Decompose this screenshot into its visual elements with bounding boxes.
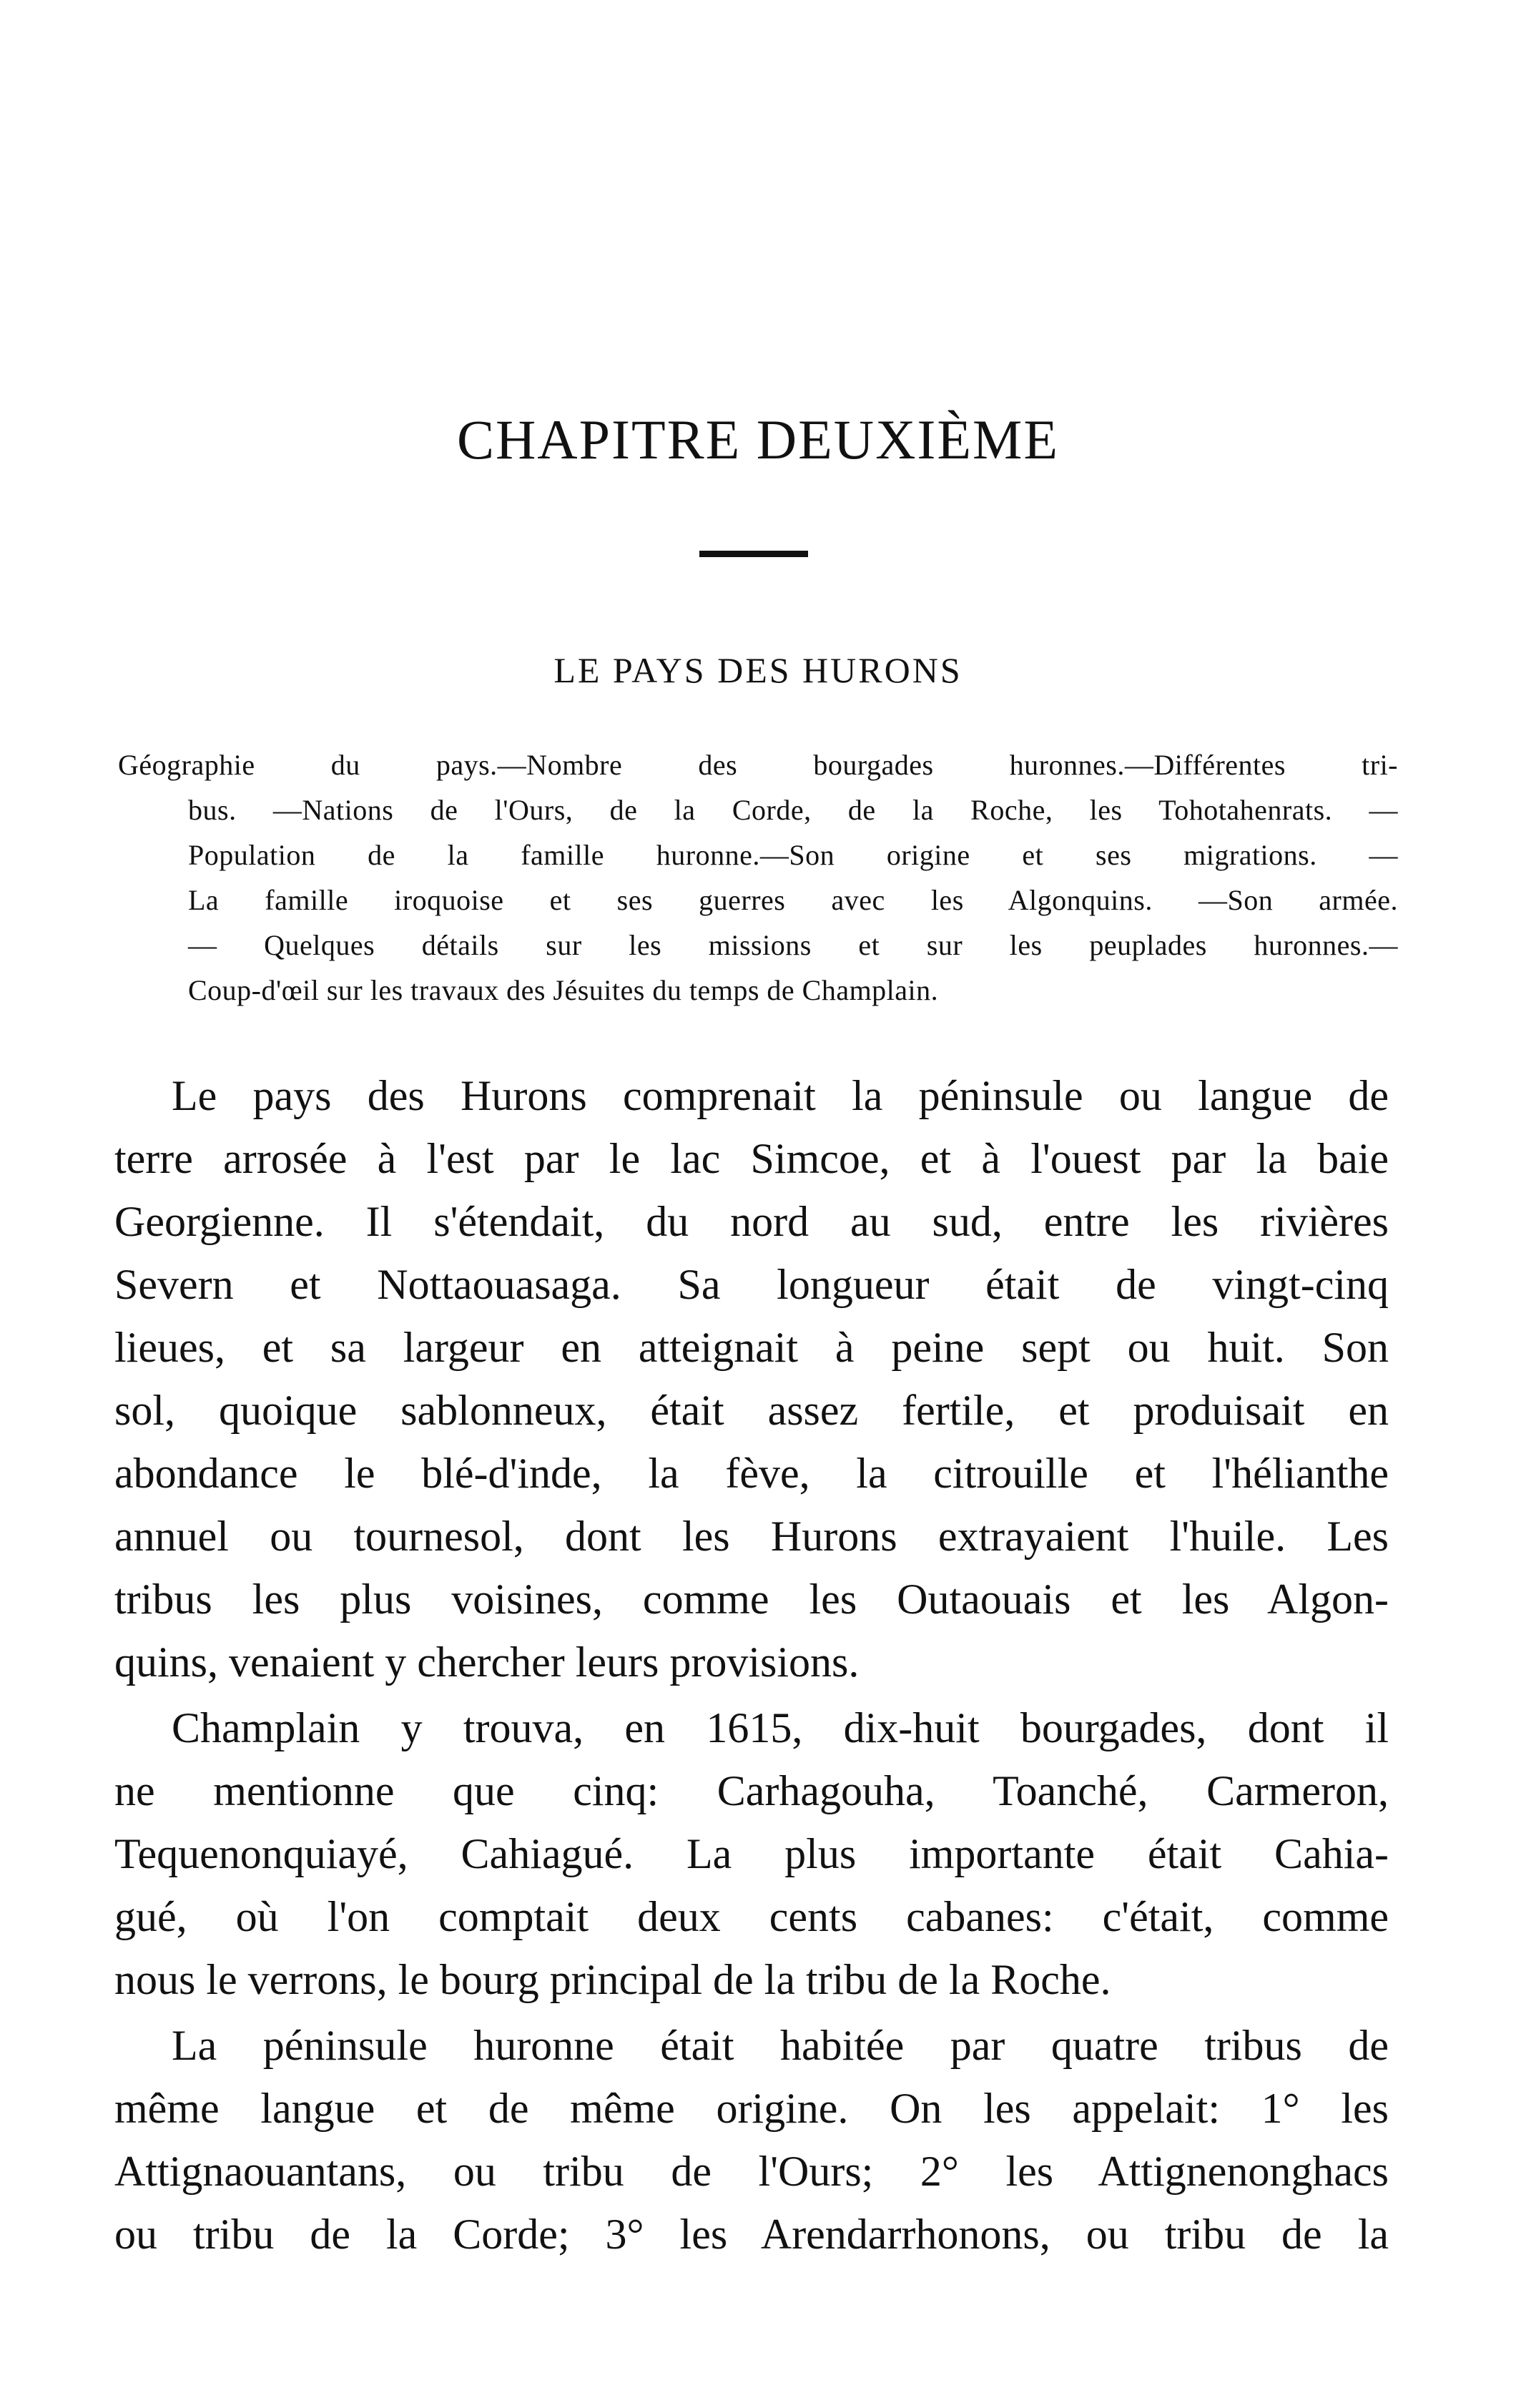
text-line: Attignaouantans, ou tribu de l'Ours; 2° les Attignenonghacs (114, 2148, 1389, 2195)
text-line: ne mentionne que cinq: Carhagouha, Toanché, Carmeron, (114, 1767, 1389, 1814)
body-text (114, 1064, 1389, 2266)
summary-line: — Quelques détails sur les missions et sur les peuplades huronnes.— (188, 929, 1398, 961)
text-line: quins, venaient y chercher leurs provisions. (114, 1638, 860, 1686)
summary-line: Population de la famille huronne.—Son origine et ses migrations. — (188, 839, 1398, 871)
text-line: abondance le blé-d'inde, la fève, la citrouille et l'hélianthe (114, 1450, 1389, 1497)
chapter-title: CHAPITRE DEUXIÈME (456, 408, 1060, 471)
section-title: LE PAYS DES HURONS (553, 650, 963, 690)
summary-line: bus. —Nations de l'Ours, de la Corde, de la Roche, les Tohotahenrats. — (188, 794, 1398, 826)
text-line: tribus les plus voisines, comme les Outaouais et les Algon- (114, 1576, 1389, 1623)
text-line: gué, où l'on comptait deux cents cabanes: c'était, comme (114, 1893, 1389, 1940)
text-line: annuel ou tournesol, dont les Hurons extrayaient l'huile. Les (114, 1513, 1389, 1560)
text-line: terre arrosée à l'est par le lac Simcoe, et à l'ouest par la baie (114, 1135, 1389, 1182)
text-line: Severn et Nottaouasaga. Sa longueur était de vingt-cinq (114, 1261, 1389, 1308)
text-line: lieues, et sa largeur en atteignait à peine sept ou huit. Son (114, 1324, 1389, 1371)
chapter-summary (118, 742, 1398, 1013)
text-line: nous le verrons, le bourg principal de la tribu de la Roche. (114, 1956, 1111, 2003)
paragraph (114, 1696, 1389, 2011)
title-divider (699, 551, 808, 557)
text-line: La péninsule huronne était habitée par quatre tribus de (172, 2022, 1389, 2069)
text-line: Le pays des Hurons comprenait la péninsule ou langue de (172, 1072, 1389, 1119)
text-line: Georgienne. Il s'étendait, du nord au sud, entre les rivières (114, 1198, 1389, 1245)
text-line: ou tribu de la Corde; 3° les Arendarrhonons, ou tribu de la (114, 2211, 1389, 2258)
summary-line: Géographie du pays.—Nombre des bourgades huronnes.—Différentes tri- (118, 749, 1398, 781)
text-line: sol, quoique sablonneux, était assez fertile, et produisait en (114, 1387, 1389, 1434)
text-line: Champlain y trouva, en 1615, dix-huit bourgades, dont il (172, 1704, 1389, 1751)
text-line: même langue et de même origine. On les appelait: 1° les (114, 2085, 1389, 2132)
summary-line: La famille iroquoise et ses guerres avec les Algonquins. —Son armée. (188, 884, 1398, 916)
summary-line: Coup-d'œil sur les travaux des Jésuites du temps de Champlain. (188, 974, 939, 1006)
text-line: Tequenonquiayé, Cahiagué. La plus importante était Cahia- (114, 1830, 1389, 1877)
paragraph (114, 2014, 1389, 2266)
paragraph (114, 1064, 1389, 1694)
